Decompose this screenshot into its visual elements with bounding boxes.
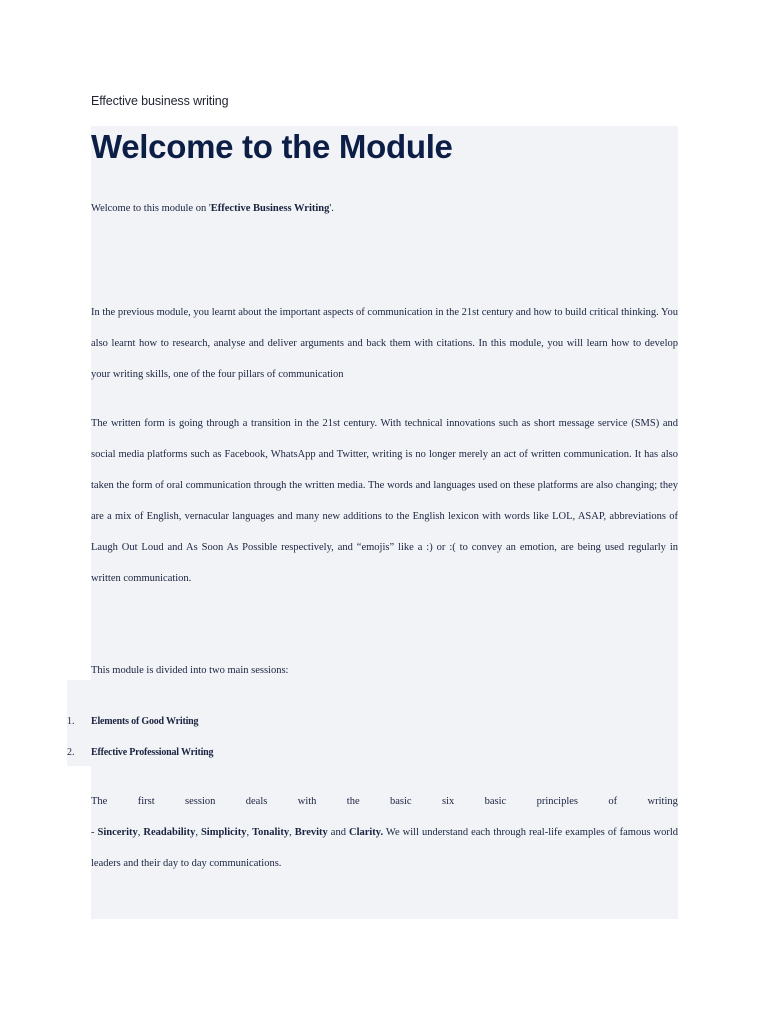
separator: , bbox=[137, 827, 144, 838]
intro-prefix: Welcome to this module on ' bbox=[91, 203, 211, 214]
page-title: Welcome to the Module bbox=[91, 128, 453, 165]
paragraph-word: The bbox=[91, 796, 108, 807]
principle-readability: Readability bbox=[143, 827, 196, 838]
principle-simplicity: Simplicity bbox=[200, 827, 247, 838]
paragraph-remaining-lines bbox=[91, 817, 678, 879]
session-label: Elements of Good Writing bbox=[91, 716, 199, 727]
paragraph-word: deals bbox=[245, 796, 268, 807]
paragraph-written-form: The written form is going through a transition in the 21st century. With technical innovations such as short message service (SMS) and social media platforms such as Facebook, WhatsApp and Twitter, writing is no longer merely an act of written communication. It has also taken the form of oral communication through the written media. The words and languages used on these platforms are also changing; they are a mix of English, vernacular languages and many new additions to the English lexicon with words like LOL, ASAP, abbreviations of Laugh Out Loud and As Soon As Possible respectively, and “emojis” like a :) or :( to convey an emotion, are being used regularly in written communication. bbox=[91, 418, 678, 584]
separator: , bbox=[246, 827, 253, 838]
session-label: Effective Professional Writing bbox=[91, 747, 214, 758]
principle-tonality: Tonality bbox=[252, 827, 290, 838]
paragraph-first-line bbox=[91, 786, 678, 817]
intro-suffix: '. bbox=[329, 203, 334, 214]
session-list-item bbox=[67, 747, 213, 758]
paragraph-word: basic bbox=[390, 796, 412, 807]
principle-brevity: Brevity bbox=[294, 827, 328, 838]
list-number: 2. bbox=[67, 747, 75, 758]
session-list-item bbox=[67, 716, 198, 727]
dash: - bbox=[91, 827, 98, 838]
paragraph-word: principles bbox=[536, 796, 579, 807]
paragraph-word: basic bbox=[484, 796, 507, 807]
intro-module-name: Effective Business Writing bbox=[210, 203, 330, 214]
document-header-title: Effective business writing bbox=[91, 94, 229, 108]
paragraph-word: six bbox=[441, 796, 455, 807]
separator: , bbox=[289, 827, 295, 838]
conjunction: and bbox=[327, 827, 349, 838]
paragraph-first-session bbox=[91, 786, 678, 879]
paragraph-word: session bbox=[185, 796, 216, 807]
paragraph-previous-module: In the previous module, you learnt about the important aspects of communication in the 21st century and how to build critical thinking. You also learnt how to research, analyse and deliver arguments and back them with citations. In this module, you will learn how to develop your writing skills, one of the four pillars of communication bbox=[91, 307, 679, 380]
separator: , bbox=[195, 827, 201, 838]
paragraph-word: the bbox=[346, 796, 360, 807]
intro-text bbox=[91, 203, 678, 214]
paragraph-word: of bbox=[608, 796, 618, 807]
paragraph-word: first bbox=[137, 796, 155, 807]
list-number: 1. bbox=[67, 716, 75, 727]
paragraph-rest: We will understand each through real-life examples of famous world leaders and their day to day communications. bbox=[91, 827, 679, 869]
paragraph-sessions-intro: This module is divided into two main sessions: bbox=[91, 665, 289, 676]
principle-clarity: Clarity. bbox=[348, 827, 384, 838]
paragraph-word: writing bbox=[647, 796, 678, 807]
principle-sincerity: Sincerity bbox=[97, 827, 138, 838]
paragraph-word: with bbox=[297, 796, 317, 807]
